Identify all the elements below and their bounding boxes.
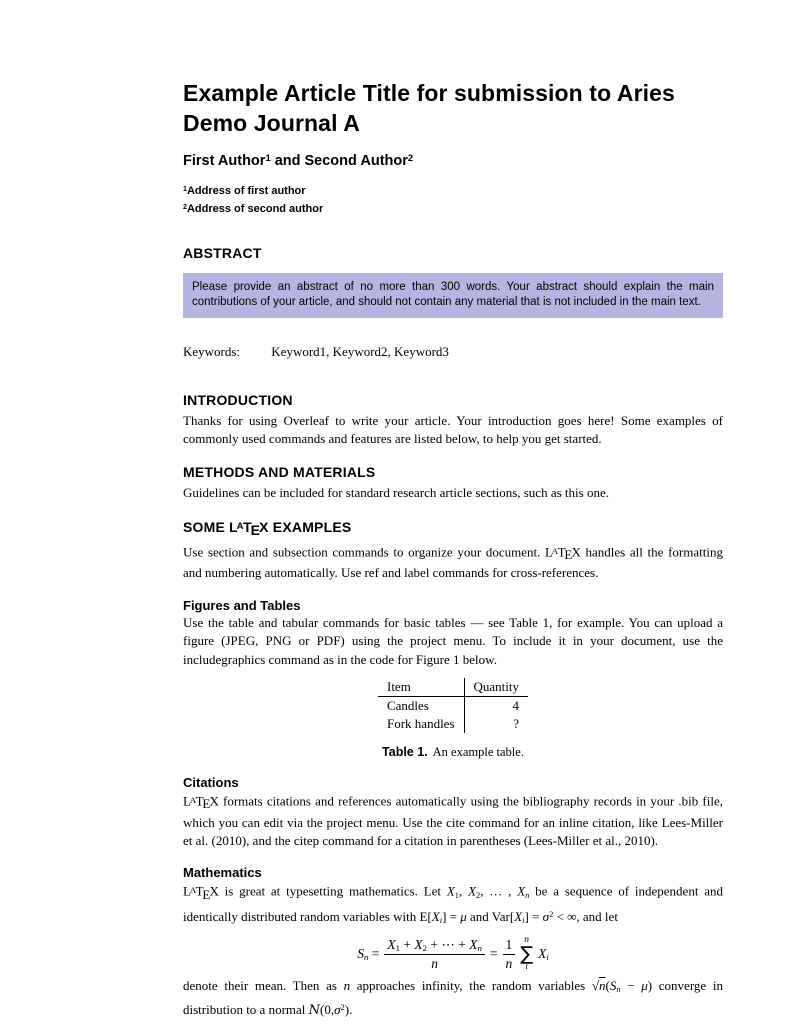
mathematics-paragraph: $L^ATEX$ is great at typesetting mathematics. Let X1, X2, … , Xn be a sequence of independent and identically distributed random variables with E[Xi] = μ and $Var[Xi] = \sigma^2$ < ∞, and let bbox=[183, 884, 724, 925]
table-caption-label: Table 1. bbox=[382, 744, 428, 759]
sigma-icon: ∑ bbox=[520, 943, 534, 966]
article-title: Example Article Title for submission to Aries Demo Journal A bbox=[183, 80, 675, 136]
figures-tables-subheading: Figures and Tables bbox=[183, 597, 301, 613]
table-cell-quantity: 4 bbox=[512, 697, 520, 713]
table-header-row bbox=[378, 678, 528, 697]
table-header-item: Item bbox=[378, 678, 464, 697]
equation-equals: = bbox=[489, 946, 498, 962]
introduction-heading: INTRODUCTION bbox=[183, 391, 293, 408]
keywords-line bbox=[183, 344, 723, 360]
table-header-quantity: Quantity bbox=[464, 678, 528, 697]
table-row bbox=[378, 696, 528, 715]
citations-paragraph: $L^ATEX$ formats citations and references automatically using the bibliography records in your .bib file, which you can edit via the project menu. Use the cite command for an inline citation, like Lees-Miller et al. (2010), and the citep command for a citation in parentheses (Lees-Miller et al., 2010). bbox=[183, 793, 723, 848]
abstract-box bbox=[183, 273, 723, 318]
affiliation-1: $^1$Address of first author bbox=[183, 185, 306, 198]
affiliation-2: $^2$Address of second author bbox=[183, 203, 324, 216]
equation-lhs: Sn = bbox=[357, 946, 380, 963]
article-content bbox=[183, 78, 723, 1021]
methods-paragraph: Guidelines can be included for standard research article sections, such as this one. bbox=[183, 485, 609, 501]
keywords-value: Keyword1, Keyword2, Keyword3 bbox=[271, 343, 449, 359]
table-caption bbox=[183, 745, 723, 760]
figures-tables-paragraph: Use the table and tabular commands for basic tables — see Table 1, for example. You can upload a figure (JPEG, PNG or PDF) using the project menu. To include it in your document, use the includegraphics command as in the code for Figure 1 below. bbox=[183, 614, 723, 667]
fraction-numerator: X1 + X2 + ⋯ + Xn bbox=[384, 937, 485, 955]
authors-line: First Author$^1$ and Second Author$^2$ bbox=[183, 152, 414, 170]
fraction-numerator: 1 bbox=[503, 937, 516, 955]
fraction-denominator: n bbox=[505, 955, 513, 971]
citations-subheading: Citations bbox=[183, 774, 239, 790]
abstract-heading: ABSTRACT bbox=[183, 244, 262, 261]
table-row bbox=[378, 715, 528, 733]
fraction-denominator: n bbox=[431, 955, 438, 971]
equation-fraction-one-over-n bbox=[503, 937, 516, 972]
latex-examples-paragraph: Use section and subsection commands to organize your document. $L^ATEX$ handles all the formatting and numbering automatically. Use ref and label commands for cross-references. bbox=[183, 544, 723, 581]
summation-upper-limit: n bbox=[524, 934, 530, 945]
keywords-label: Keywords: bbox=[183, 343, 241, 359]
table-cell-item: Candles bbox=[378, 696, 464, 715]
equation-rhs: Xi bbox=[538, 946, 549, 963]
example-table bbox=[378, 678, 528, 733]
introduction-paragraph: Thanks for using Overleaf to write your article. Your introduction goes here! Some examples of commonly used commands and features are listed below, to help you get started. bbox=[183, 412, 723, 447]
summation-symbol bbox=[520, 936, 533, 973]
table-cell-quantity: ? bbox=[513, 715, 520, 731]
methods-heading: METHODS AND MATERIALS bbox=[183, 464, 376, 481]
equation-fraction-sum bbox=[384, 937, 485, 972]
latex-examples-heading: SOME $L^ATEX$ EXAMPLES bbox=[183, 518, 352, 538]
table-caption-text: An example table. bbox=[432, 744, 524, 759]
table-cell-item: Fork handles bbox=[378, 715, 464, 733]
equation bbox=[183, 936, 723, 973]
closing-paragraph: denote their mean. Then as n approaches infinity, the random variables √n(Sn − μ) converge in distribution to a normal $N(0,\sigma^2)$. bbox=[183, 977, 723, 1019]
summation-lower-limit: i bbox=[525, 962, 528, 973]
abstract-text: Please provide an abstract of no more than 300 words. Your abstract should explain the main contributions of your article, and should not contain any material that is not included in the main text. bbox=[192, 280, 714, 308]
mathematics-subheading: Mathematics bbox=[183, 865, 262, 881]
